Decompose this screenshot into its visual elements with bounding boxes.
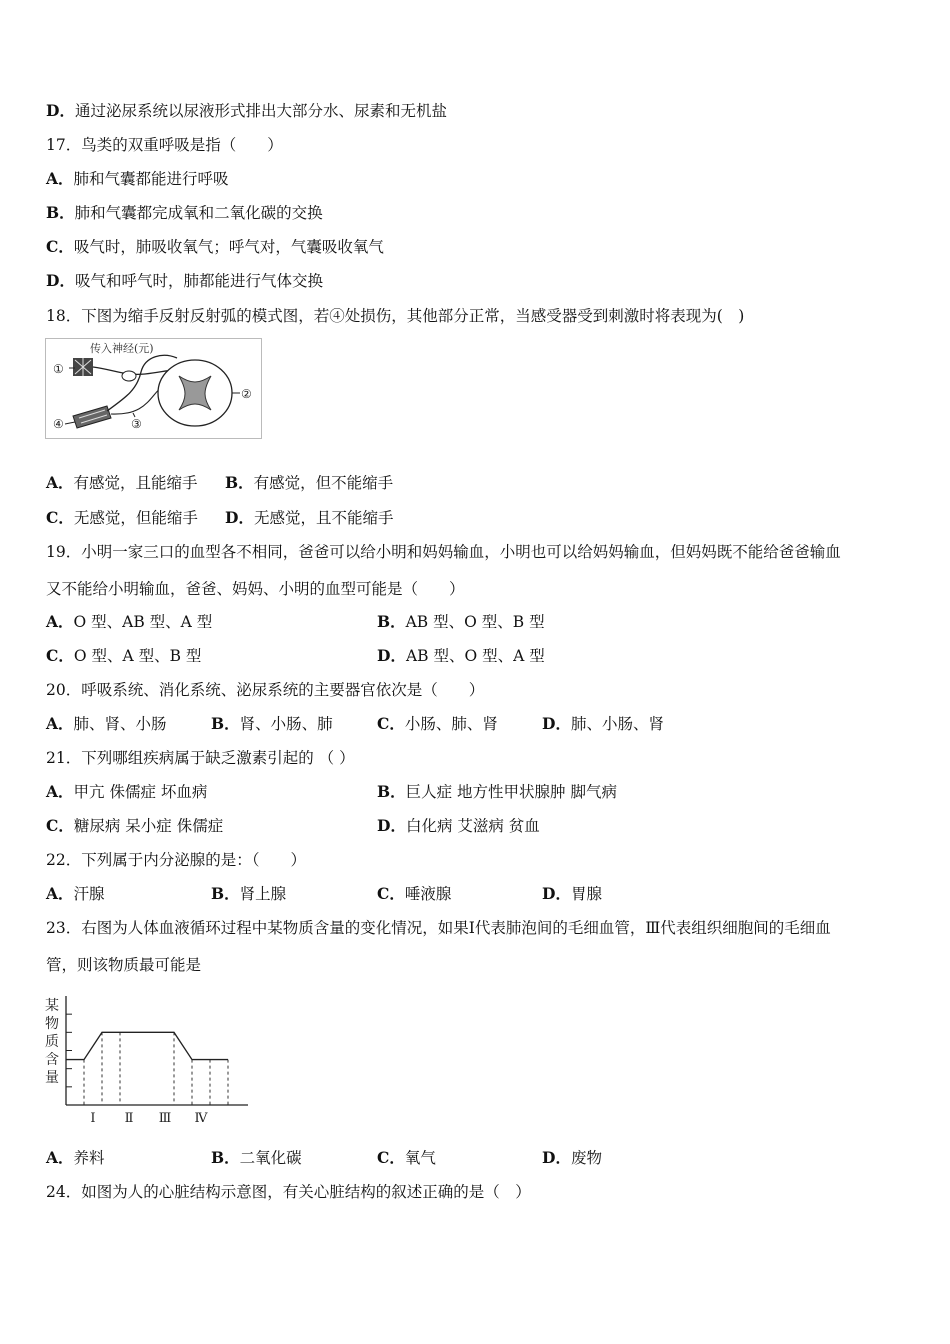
option-letter: D． xyxy=(377,816,406,835)
option-letter: D． xyxy=(225,508,254,527)
substance-chart-svg xyxy=(40,990,252,1130)
option-letter: B． xyxy=(211,884,240,903)
q17-option-c xyxy=(46,237,384,257)
option-letter: D． xyxy=(542,884,571,903)
option-text: 肺、肾、小肠 xyxy=(73,715,167,733)
q20-stem: 20．呼吸系统、消化系统、泌尿系统的主要器官依次是（ ） xyxy=(46,681,485,699)
option-letter: C． xyxy=(377,1148,405,1167)
option-letter: B． xyxy=(211,714,240,733)
option-letter: A． xyxy=(46,884,74,903)
option-text: 小肠、肺、肾 xyxy=(404,715,498,733)
q20-option-d xyxy=(542,714,664,734)
option-text: 有感觉，但不能缩手 xyxy=(253,474,394,492)
option-letter: B． xyxy=(225,473,254,492)
option-text: 汗腺 xyxy=(73,885,105,903)
y-label-char: 量 xyxy=(45,1070,59,1086)
option-text: 二氧化碳 xyxy=(239,1149,302,1167)
option-text: 氧气 xyxy=(404,1149,436,1167)
option-text: 有感觉，且能缩手 xyxy=(73,474,198,492)
q17-option-a xyxy=(46,169,229,189)
option-letter: C． xyxy=(46,237,74,256)
option-letter: A． xyxy=(46,473,74,492)
option-text: 白化病 艾滋病 贫血 xyxy=(405,817,540,835)
q16-option-d xyxy=(46,101,447,121)
option-letter: D． xyxy=(542,714,571,733)
q22-option-d xyxy=(542,884,602,904)
x-tick-label: Ⅱ xyxy=(124,1111,134,1126)
option-text: 糖尿病 呆小症 侏儒症 xyxy=(73,817,224,835)
q18-option-c xyxy=(46,508,198,528)
q21-stem: 21．下列哪组疾病属于缺乏激素引起的 （ ） xyxy=(46,749,355,767)
option-text: AB 型、O 型、A 型 xyxy=(405,647,545,665)
option-text: 唾液腺 xyxy=(404,885,452,903)
option-text: O 型、A 型、B 型 xyxy=(73,647,202,665)
option-letter: D． xyxy=(542,1148,571,1167)
q22-option-c xyxy=(377,884,451,904)
option-text: 养料 xyxy=(73,1149,105,1167)
option-letter: B． xyxy=(377,782,406,801)
x-tick-label: Ⅰ xyxy=(90,1111,96,1126)
mark-3: ③ xyxy=(131,417,142,431)
q20-option-b xyxy=(211,714,333,734)
q21-option-b xyxy=(377,782,617,802)
q17-option-b xyxy=(46,203,323,223)
q19-stem-line1: 19．小明一家三口的血型各不相同，爸爸可以给小明和妈妈输血，小明也可以给妈妈输血，但妈妈既不能给爸爸输血 xyxy=(46,543,841,561)
q24-stem: 24．如图为人的心脏结构示意图，有关心脏结构的叙述正确的是（ ） xyxy=(46,1183,531,1201)
nerve-label: 传入神经(元) xyxy=(90,342,154,355)
q19-stem-line2: 又不能给小明输血，爸爸、妈妈、小明的血型可能是（ ） xyxy=(46,580,465,598)
drop-lines xyxy=(84,1032,228,1105)
q18-stem: 18．下图为缩手反射反射弧的模式图，若④处损伤，其他部分正常，当感受器受到刺激时将表现为( ) xyxy=(46,307,745,325)
q19-option-c xyxy=(46,646,201,666)
option-letter: A． xyxy=(46,1148,74,1167)
option-letter: D． xyxy=(46,271,75,290)
x-tick-label: Ⅳ xyxy=(194,1111,208,1126)
option-text: O 型、AB 型、A 型 xyxy=(73,613,213,631)
y-axis-label xyxy=(45,997,59,1086)
option-text: 肺、小肠、肾 xyxy=(570,715,664,733)
q23-stem-line2: 管，则该物质最可能是 xyxy=(46,956,202,974)
reflex-arc-figure xyxy=(45,338,262,439)
q21-option-d xyxy=(377,816,540,836)
q18-option-d xyxy=(225,508,393,528)
q20-option-a xyxy=(46,714,167,734)
option-letter: C． xyxy=(46,646,74,665)
option-text: 废物 xyxy=(570,1149,602,1167)
option-text: 通过泌尿系统以尿液形式排出大部分水、尿素和无机盐 xyxy=(74,102,447,120)
q17-stem: 17．鸟类的双重呼吸是指（ ） xyxy=(46,136,283,154)
option-text: 无感觉，但能缩手 xyxy=(73,509,198,527)
q21-option-c xyxy=(46,816,223,836)
y-label-char: 物 xyxy=(45,1016,59,1032)
option-letter: D． xyxy=(377,646,406,665)
option-letter: B． xyxy=(46,203,75,222)
option-letter: C． xyxy=(377,884,405,903)
option-text: 肺和气囊都能进行呼吸 xyxy=(73,170,229,188)
q19-option-b xyxy=(377,612,545,632)
option-letter: B． xyxy=(211,1148,240,1167)
q18-option-b xyxy=(225,473,393,493)
option-text: 肺和气囊都完成氧和二氧化碳的交换 xyxy=(74,204,323,222)
option-letter: A． xyxy=(46,169,74,188)
y-label-char: 含 xyxy=(45,1052,59,1068)
substance-chart xyxy=(40,990,252,1130)
option-text: AB 型、O 型、B 型 xyxy=(405,613,545,631)
q18-option-a xyxy=(46,473,198,493)
option-text: 巨人症 地方性甲状腺肿 脚气病 xyxy=(405,783,617,801)
option-letter: A． xyxy=(46,782,74,801)
mark-2: ② xyxy=(241,387,252,401)
q17-option-d xyxy=(46,271,323,291)
y-ticks xyxy=(66,1014,72,1087)
reflex-arc-svg xyxy=(45,338,262,439)
x-tick-label: Ⅲ xyxy=(158,1111,172,1126)
option-text: 肾上腺 xyxy=(239,885,287,903)
q23-option-c xyxy=(377,1148,436,1168)
option-letter: A． xyxy=(46,612,74,631)
option-text: 吸气时，肺吸收氧气；呼气对，气囊吸收氧气 xyxy=(73,238,384,256)
option-text: 甲亢 侏儒症 坏血病 xyxy=(73,783,208,801)
option-letter: B． xyxy=(377,612,406,631)
q22-option-a xyxy=(46,884,105,904)
mark-1: ① xyxy=(53,362,64,376)
y-label-char: 质 xyxy=(45,1034,59,1050)
q23-stem-line1: 23．右图为人体血液循环过程中某物质含量的变化情况，如果Ⅰ代表肺泡间的毛细血管，Ⅲ代表组织细胞间的毛细血 xyxy=(46,919,831,937)
option-letter: A． xyxy=(46,714,74,733)
q23-option-d xyxy=(542,1148,602,1168)
option-letter: C． xyxy=(46,508,74,527)
q22-option-b xyxy=(211,884,286,904)
option-text: 胃腺 xyxy=(570,885,602,903)
option-letter: D． xyxy=(46,101,75,120)
q21-option-a xyxy=(46,782,207,802)
q19-option-d xyxy=(377,646,545,666)
ganglion xyxy=(122,371,136,381)
series-line xyxy=(66,1032,228,1059)
option-letter: C． xyxy=(377,714,405,733)
option-letter: C． xyxy=(46,816,74,835)
q23-option-a xyxy=(46,1148,105,1168)
x-tick-labels xyxy=(90,1111,208,1126)
q20-option-c xyxy=(377,714,498,734)
option-text: 无感觉，且不能缩手 xyxy=(253,509,394,527)
y-label-char: 某 xyxy=(45,998,59,1014)
q19-option-a xyxy=(46,612,212,632)
option-text: 吸气和呼气时，肺都能进行气体交换 xyxy=(74,272,323,290)
mark-4: ④ xyxy=(53,417,64,431)
q22-stem: 22．下列属于内分泌腺的是：（ ） xyxy=(46,851,306,869)
q23-option-b xyxy=(211,1148,302,1168)
option-text: 肾、小肠、肺 xyxy=(239,715,333,733)
